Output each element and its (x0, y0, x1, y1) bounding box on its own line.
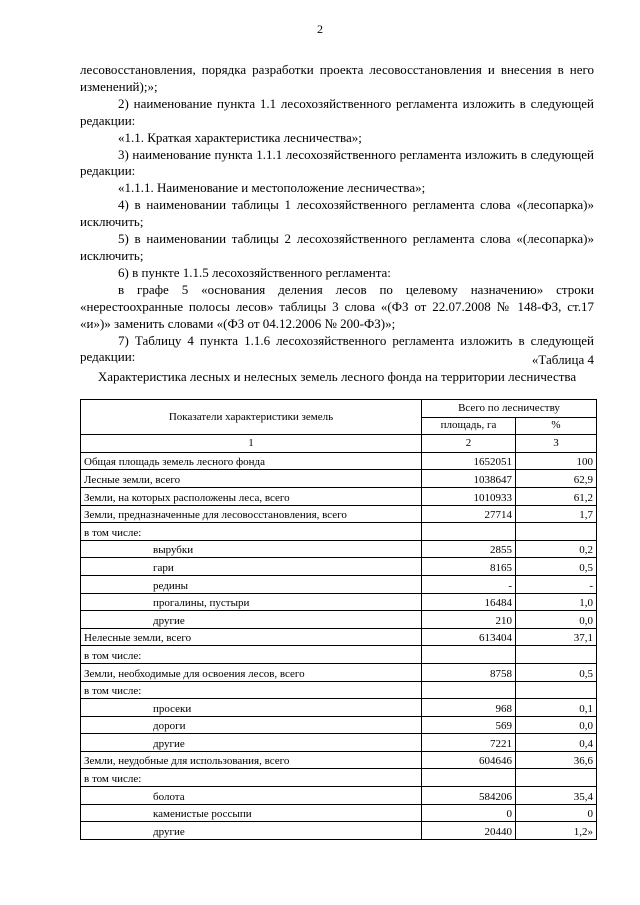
table-row (81, 751, 597, 769)
row-area: 968 (422, 699, 516, 717)
row-name: в том числе: (81, 769, 422, 787)
row-area: 16484 (422, 593, 516, 611)
row-area: - (422, 575, 516, 593)
row-name: каменистые россыпи (81, 804, 422, 822)
row-percent: 0,0 (516, 716, 597, 734)
table-marker: «Таблица 4 (531, 352, 594, 367)
row-name: другие (81, 611, 422, 629)
row-percent: 100 (516, 452, 597, 470)
paragraph: «1.1.1. Наименование и местоположение лесничества»; (118, 180, 426, 196)
row-name: другие (81, 734, 422, 752)
row-area: 0 (422, 804, 516, 822)
table-row (81, 681, 597, 699)
paragraph: 6) в пункте 1.1.5 лесохозяйственного регламента: (118, 264, 391, 280)
header-area: площадь, га (422, 417, 516, 435)
table-row (81, 452, 597, 470)
row-percent: 0,5 (516, 558, 597, 576)
row-area: 8758 (422, 663, 516, 681)
row-area: 1038647 (422, 470, 516, 488)
row-name: в том числе: (81, 646, 422, 664)
row-name: редины (81, 575, 422, 593)
table-row (81, 593, 597, 611)
row-name: прогалины, пустыри (81, 593, 422, 611)
row-percent: 36,6 (516, 751, 597, 769)
table-row (81, 769, 597, 787)
table-row (81, 663, 597, 681)
table-row (81, 804, 597, 822)
table-row (81, 646, 597, 664)
table-row (81, 505, 597, 523)
row-percent: 0,1 (516, 699, 597, 717)
table-row (81, 699, 597, 717)
row-area (422, 646, 516, 664)
row-percent: 1,2» (516, 822, 597, 840)
row-name: просеки (81, 699, 422, 717)
table-row (81, 558, 597, 576)
row-area: 20440 (422, 822, 516, 840)
row-percent: 0 (516, 804, 597, 822)
row-area: 1010933 (422, 487, 516, 505)
row-percent: 1,0 (516, 593, 597, 611)
row-name: Земли, предназначенные для лесовосстановления, всего (81, 505, 422, 523)
row-name: гари (81, 558, 422, 576)
table-row (81, 523, 597, 541)
row-percent (516, 523, 597, 541)
table-row (81, 540, 597, 558)
column-number-1: 1 (81, 435, 422, 453)
column-number-3: 3 (516, 435, 597, 453)
row-area (422, 769, 516, 787)
row-name: Земли, неудобные для использования, всего (81, 751, 422, 769)
row-name: Земли, на которых расположены леса, всего (81, 487, 422, 505)
row-name: Земли, необходимые для освоения лесов, всего (81, 663, 422, 681)
table-row (81, 628, 597, 646)
row-name: Нелесные земли, всего (81, 628, 422, 646)
row-area: 569 (422, 716, 516, 734)
row-percent (516, 646, 597, 664)
row-percent: 0,2 (516, 540, 597, 558)
table-row (81, 822, 597, 840)
table-row (81, 734, 597, 752)
land-characteristics-table (80, 399, 597, 840)
table-row (81, 716, 597, 734)
row-percent: 62,9 (516, 470, 597, 488)
paragraph: лесовосстановления, порядка разработки проекта лесовосстановления и внесения в него изменений);»; (80, 62, 594, 94)
header-total-group: Всего по лесничеству (422, 400, 597, 418)
row-percent: 0,5 (516, 663, 597, 681)
row-percent: 35,4 (516, 787, 597, 805)
row-area: 604646 (422, 751, 516, 769)
table-row (81, 487, 597, 505)
row-area (422, 523, 516, 541)
row-area: 210 (422, 611, 516, 629)
row-percent: 37,1 (516, 628, 597, 646)
row-percent: 61,2 (516, 487, 597, 505)
paragraph: 5) в наименовании таблицы 2 лесохозяйственного регламента слова «(лесопарка)» исключить; (80, 231, 594, 263)
paragraph: 3) наименование пункта 1.1.1 лесохозяйственного регламента изложить в следующей редакции: (80, 146, 594, 179)
table-title: Характеристика лесных и нелесных земель лесного фонда на территории лесничества (97, 369, 577, 384)
row-name: Общая площадь земель лесного фонда (81, 452, 422, 470)
row-area: 1652051 (422, 452, 516, 470)
row-percent: 1,7 (516, 505, 597, 523)
paragraph: 2) наименование пункта 1.1 лесохозяйственного регламента изложить в следующей редакции: (80, 95, 594, 128)
row-name: в том числе: (81, 681, 422, 699)
row-area: 8165 (422, 558, 516, 576)
paragraph: в графе 5 «основания деления лесов по целевому назначению» строки «нерестоохранные полосы лесов» таблицы 3 слова «(ФЗ от 22.07.2008 № 148-ФЗ, ст.17 «и»)» заменить словами «(ФЗ от 04.12.2006 № 200-ФЗ)»; (80, 281, 594, 331)
row-area: 584206 (422, 787, 516, 805)
table-row (81, 611, 597, 629)
row-name: вырубки (81, 540, 422, 558)
row-area: 2855 (422, 540, 516, 558)
row-percent: 0,0 (516, 611, 597, 629)
row-percent (516, 769, 597, 787)
paragraph: 7) Таблицу 4 пункта 1.1.6 лесохозяйственного регламента изложить в следующей редакции: (80, 332, 594, 365)
header-percent: % (516, 417, 597, 435)
row-name: Лесные земли, всего (81, 470, 422, 488)
row-percent: - (516, 575, 597, 593)
table-row (81, 575, 597, 593)
row-percent (516, 681, 597, 699)
table-row (81, 787, 597, 805)
row-name: дороги (81, 716, 422, 734)
page-number: 2 (317, 22, 323, 36)
row-area (422, 681, 516, 699)
column-number-2: 2 (422, 435, 516, 453)
row-name: в том числе: (81, 523, 422, 541)
body-text (80, 62, 594, 366)
row-area: 613404 (422, 628, 516, 646)
row-area: 7221 (422, 734, 516, 752)
paragraph: «1.1. Краткая характеристика лесничества»; (118, 129, 362, 145)
row-area: 27714 (422, 505, 516, 523)
header-indicators: Показатели характеристики земель (81, 400, 422, 435)
table-row (81, 470, 597, 488)
row-name: другие (81, 822, 422, 840)
row-percent: 0,4 (516, 734, 597, 752)
row-name: болота (81, 787, 422, 805)
paragraph: 4) в наименовании таблицы 1 лесохозяйственного регламента слова «(лесопарка)» исключить; (80, 197, 594, 230)
